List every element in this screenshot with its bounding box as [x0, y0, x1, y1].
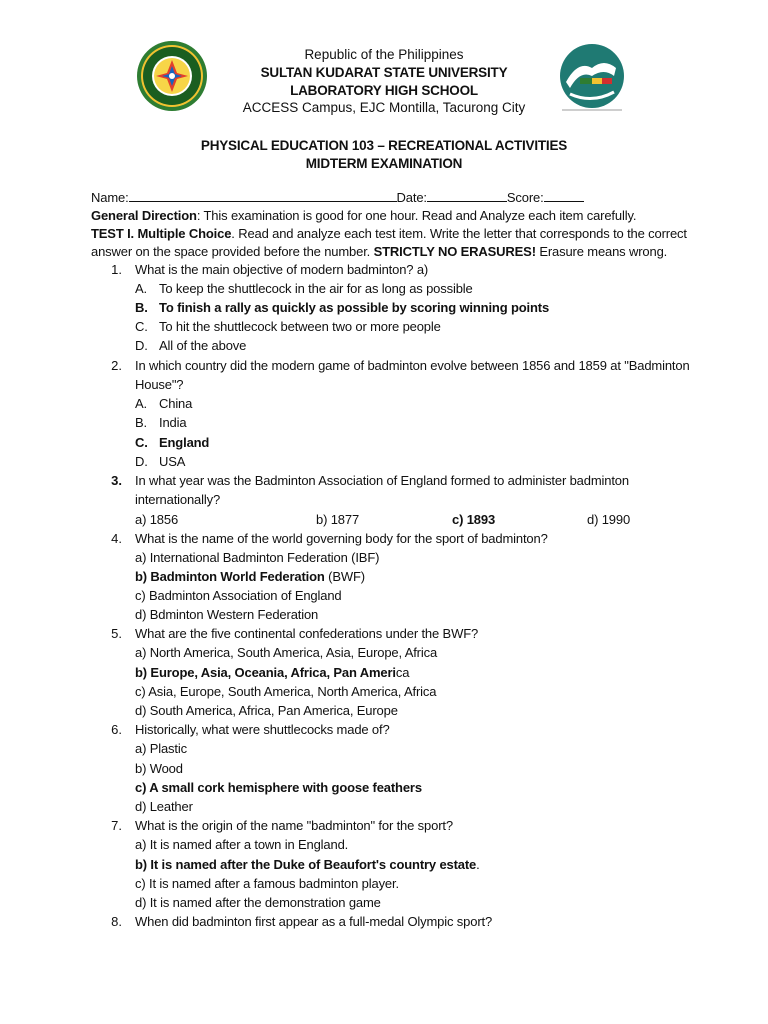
choice-item: d) 1990 — [587, 512, 631, 527]
question-number: 6. — [111, 722, 122, 737]
test-direction-2 — [91, 243, 667, 261]
course-title: PHYSICAL EDUCATION 103 – RECREATIONAL ACTIVITIES — [200, 138, 568, 153]
exam-title: MIDTERM EXAMINATION — [305, 156, 463, 171]
question-number: 4. — [111, 531, 122, 546]
choice-item: C. To hit the shuttlecock between two or more people — [135, 319, 441, 334]
choice-item: b) Wood — [135, 761, 183, 776]
question-number: 5. — [111, 626, 122, 641]
choice-item-answer: b) Europe, Asia, Oceania, Africa, Pan America — [135, 665, 410, 680]
question-text: What is the origin of the name "badminton" for the sport? — [135, 818, 453, 833]
date-blank[interactable] — [427, 189, 507, 202]
choice-item: d) South America, Africa, Pan America, Europe — [135, 703, 398, 718]
choice-item: B. India — [135, 415, 187, 430]
header-university: SULTAN KUDARAT STATE UNIVERSITY — [260, 65, 508, 80]
choice-item: d) Leather — [135, 799, 193, 814]
test-label: TEST I. Multiple Choice — [91, 226, 232, 241]
choice-item: a) 1856 — [135, 512, 179, 527]
student-info-line — [91, 189, 584, 207]
choice-item: D. All of the above — [135, 338, 247, 353]
choice-item: a) Plastic — [135, 741, 187, 756]
header-country: Republic of the Philippines — [304, 47, 464, 62]
choice-item-answer: B. To finish a rally as quickly as possible by scoring winning points — [135, 300, 550, 315]
strict-warning: STRICTLY NO ERASURES! — [373, 244, 536, 259]
score-blank[interactable] — [544, 189, 584, 202]
choice-item-answer: b) It is named after the Duke of Beaufort's country estate. — [135, 857, 480, 872]
choice-item: d) Bdminton Western Federation — [135, 607, 319, 622]
general-direction-text: : This examination is good for one hour. Read and Analyze each item carefully. — [196, 208, 637, 223]
question-number: 3. — [111, 473, 122, 488]
question-number: 2. — [111, 358, 122, 373]
question-number: 1. — [111, 262, 122, 277]
name-blank[interactable] — [129, 189, 397, 202]
date-label: Date: — [396, 190, 427, 205]
choice-item: c) It is named after a famous badminton player. — [135, 876, 399, 891]
choice-item: A. China — [135, 396, 193, 411]
choice-item-answer: b) Badminton World Federation (BWF) — [135, 569, 365, 584]
question-text: When did badminton first appear as a full-medal Olympic sport? — [135, 914, 493, 929]
question-text: What are the five continental confederations under the BWF? — [135, 626, 479, 641]
question-text: What is the main objective of modern badminton? a) — [135, 262, 429, 277]
test-direction-text-2: answer on the space provided before the number. — [91, 244, 374, 259]
question-text-continued: internationally? — [135, 492, 221, 507]
question-text: Historically, what were shuttlecocks made of? — [135, 722, 390, 737]
choice-item: a) International Badminton Federation (IBF) — [135, 550, 380, 565]
choice-item: D. USA — [135, 454, 186, 469]
test-direction-text: . Read and analyze each test item. Write the letter that corresponds to the correct — [231, 226, 687, 241]
name-label: Name: — [91, 190, 129, 205]
erasure-note: Erasure means wrong. — [535, 244, 668, 259]
choice-item: A. To keep the shuttlecock in the air for as long as possible — [135, 281, 473, 296]
choice-item-answer: c) 1893 — [452, 512, 496, 527]
test-direction — [91, 225, 687, 243]
question-number: 7. — [111, 818, 122, 833]
choice-item: b) 1877 — [316, 512, 360, 527]
general-direction — [91, 207, 636, 225]
choice-item: a) North America, South America, Asia, Europe, Africa — [135, 645, 438, 660]
score-label: Score: — [506, 190, 544, 205]
choice-item: c) Badminton Association of England — [135, 588, 342, 603]
question-number: 8. — [111, 914, 122, 929]
question-text: In what year was the Badminton Association of England formed to administer badminton — [135, 473, 629, 488]
general-direction-label: General Direction — [91, 208, 197, 223]
choice-item: d) It is named after the demonstration game — [135, 895, 381, 910]
question-text: In which country did the modern game of badminton evolve between 1856 and 1859 at "Badminton — [135, 358, 690, 373]
choice-item: c) Asia, Europe, South America, North America, Africa — [135, 684, 437, 699]
question-text-continued: House"? — [135, 377, 184, 392]
choice-item-answer: C. England — [135, 435, 210, 450]
choice-item-answer: c) A small cork hemisphere with goose feathers — [135, 780, 422, 795]
question-text: What is the name of the world governing body for the sport of badminton? — [135, 531, 548, 546]
header-campus: ACCESS Campus, EJC Montilla, Tacurong City — [242, 100, 526, 115]
header-school: LABORATORY HIGH SCHOOL — [290, 83, 478, 98]
choice-item: a) It is named after a town in England. — [135, 837, 349, 852]
